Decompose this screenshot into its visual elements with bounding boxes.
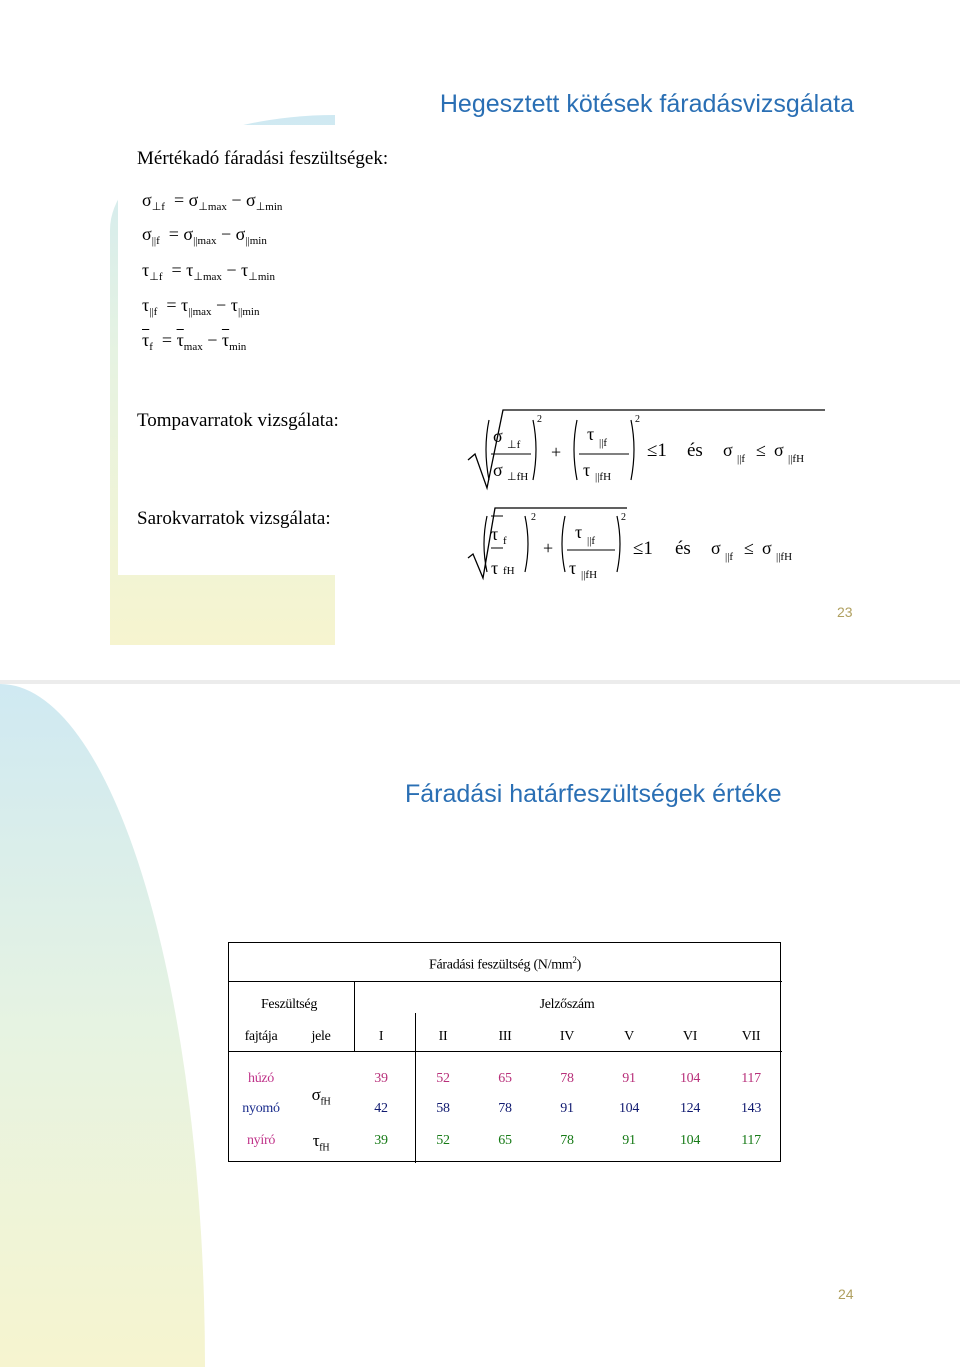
table-cell: 117 <box>741 1133 761 1148</box>
slide-background-gradient <box>0 684 205 1367</box>
table-cell: 104 <box>679 1071 701 1086</box>
fatigue-limit-table <box>228 942 781 1162</box>
svg-text:⊥fH: ⊥fH <box>507 471 529 483</box>
page-number: 23 <box>837 604 853 620</box>
sarokvarrat-formula <box>465 502 825 582</box>
svg-text:≤: ≤ <box>744 538 754 558</box>
table-cell: 39 <box>374 1133 388 1148</box>
leq-one: ≤1 <box>647 440 667 461</box>
fajtaja-header: fajtája <box>244 1029 278 1044</box>
table-cell: 117 <box>741 1071 761 1086</box>
table-cell: 91 <box>560 1101 574 1116</box>
roman-I: I <box>378 1029 384 1044</box>
table-cell: 58 <box>436 1101 450 1116</box>
row-nyiro-kind: nyíró <box>246 1133 276 1148</box>
page-number: 24 <box>838 1286 854 1302</box>
table-cell: 65 <box>498 1071 512 1086</box>
table-header-top: Fáradási feszültség $(N/mm^2)$ <box>429 955 581 973</box>
slide-title: Fáradási határfeszültségek értéke <box>405 780 782 808</box>
sigma-fh-symbol: $\sigma_{fH}$ <box>311 1085 331 1108</box>
table-cell: 78 <box>560 1071 574 1086</box>
table-cell: 52 <box>436 1071 450 1086</box>
svg-text:||fH: ||fH <box>581 569 598 581</box>
table-cell: 91 <box>622 1133 636 1148</box>
roman-V: V <box>624 1029 634 1044</box>
table-cell: 78 <box>560 1133 574 1148</box>
svg-text:+: + <box>551 442 562 462</box>
svg-text:τ: τ <box>587 424 595 444</box>
roman-IV: IV <box>559 1029 575 1044</box>
svg-text:⊥f: ⊥f <box>507 439 521 451</box>
tompavarrat-label: Tompavarratok vizsgálata: <box>137 410 339 431</box>
svg-text:σ: σ <box>493 426 503 446</box>
svg-text:2: 2 <box>635 414 640 425</box>
roman-II: II <box>438 1029 448 1044</box>
svg-text:τ: τ <box>491 558 499 578</box>
subtitle: Mértékadó fáradási feszültségek: <box>137 148 389 169</box>
equation-tau-par: $\tau_{||f} = \tau_{||max} - \tau_{||min}$ <box>142 295 260 318</box>
roman-VII: VII <box>741 1029 761 1044</box>
svg-text:fH: fH <box>503 565 515 577</box>
table-cell: 104 <box>618 1101 640 1116</box>
svg-text:2: 2 <box>537 414 542 425</box>
table-cell: 42 <box>374 1101 388 1116</box>
svg-text:2: 2 <box>531 512 536 523</box>
svg-text:2: 2 <box>621 512 626 523</box>
table-cell: 124 <box>679 1101 701 1116</box>
equation-sigma-perp: $\sigma_{\perp f} = \sigma_{\perp max} - \sigma_{\perp min}$ <box>142 190 283 213</box>
svg-text:σ: σ <box>711 538 721 558</box>
svg-text:σ: σ <box>723 440 733 460</box>
svg-text:τ: τ <box>491 524 499 544</box>
svg-text:σ: σ <box>493 460 503 480</box>
table-cell: 52 <box>436 1133 450 1148</box>
es-word: és <box>687 440 703 461</box>
svg-text:σ: σ <box>762 538 772 558</box>
row-huzo-kind: húzó <box>247 1071 275 1086</box>
sarokvarrat-label: Sarokvarratok vizsgálata: <box>137 508 331 529</box>
table-cell: 143 <box>740 1101 762 1116</box>
jelzoszam-header: Jelzőszám <box>539 997 595 1012</box>
row-nyomo-kind: nyomó <box>242 1101 280 1116</box>
roman-III: III <box>498 1029 512 1044</box>
slide-23 <box>0 0 960 680</box>
leq-one-2: ≤1 <box>633 538 653 559</box>
table-cell: 104 <box>679 1133 701 1148</box>
svg-text:||fH: ||fH <box>595 471 612 483</box>
tau-fh-symbol: $\tau_{fH}$ <box>312 1131 330 1154</box>
svg-text:||f: ||f <box>737 453 746 465</box>
svg-text:τ: τ <box>569 558 577 578</box>
equation-tau-perp: $\tau_{\perp f} = \tau_{\perp max} - \tau_{\perp min}$ <box>142 260 275 283</box>
es-word-2: és <box>675 538 691 559</box>
svg-text:||f: ||f <box>587 535 596 547</box>
table-cell: 39 <box>374 1071 388 1086</box>
svg-text:||fH: ||fH <box>776 551 793 563</box>
slide-24 <box>0 684 960 1367</box>
svg-text:+: + <box>543 538 554 558</box>
svg-text:||f: ||f <box>725 551 734 563</box>
svg-text:f: f <box>503 535 507 547</box>
svg-text:σ: σ <box>774 440 784 460</box>
svg-text:τ: τ <box>583 460 591 480</box>
roman-VI: VI <box>682 1029 698 1044</box>
equation-tau-bar: $\overline{\tau}_f = \overline{\tau}_{max} - \overline{\tau}_{min}$ <box>142 330 247 353</box>
table-cell: 78 <box>498 1101 512 1116</box>
feszultseg-header: Feszültség <box>260 997 318 1012</box>
svg-text:≤: ≤ <box>756 440 766 460</box>
table-cell: 91 <box>622 1071 636 1086</box>
svg-text:τ: τ <box>575 522 583 542</box>
tompavarrat-formula <box>465 402 825 494</box>
svg-text:||f: ||f <box>599 437 608 449</box>
slide-title: Hegesztett kötések fáradásvizsgálata <box>439 90 854 118</box>
table-cell: 65 <box>498 1133 512 1148</box>
jele-header: jele <box>311 1029 331 1044</box>
svg-text:||fH: ||fH <box>788 453 805 465</box>
equation-sigma-par: $\sigma_{||f} = \sigma_{||max} - \sigma_{||min}$ <box>142 224 267 247</box>
